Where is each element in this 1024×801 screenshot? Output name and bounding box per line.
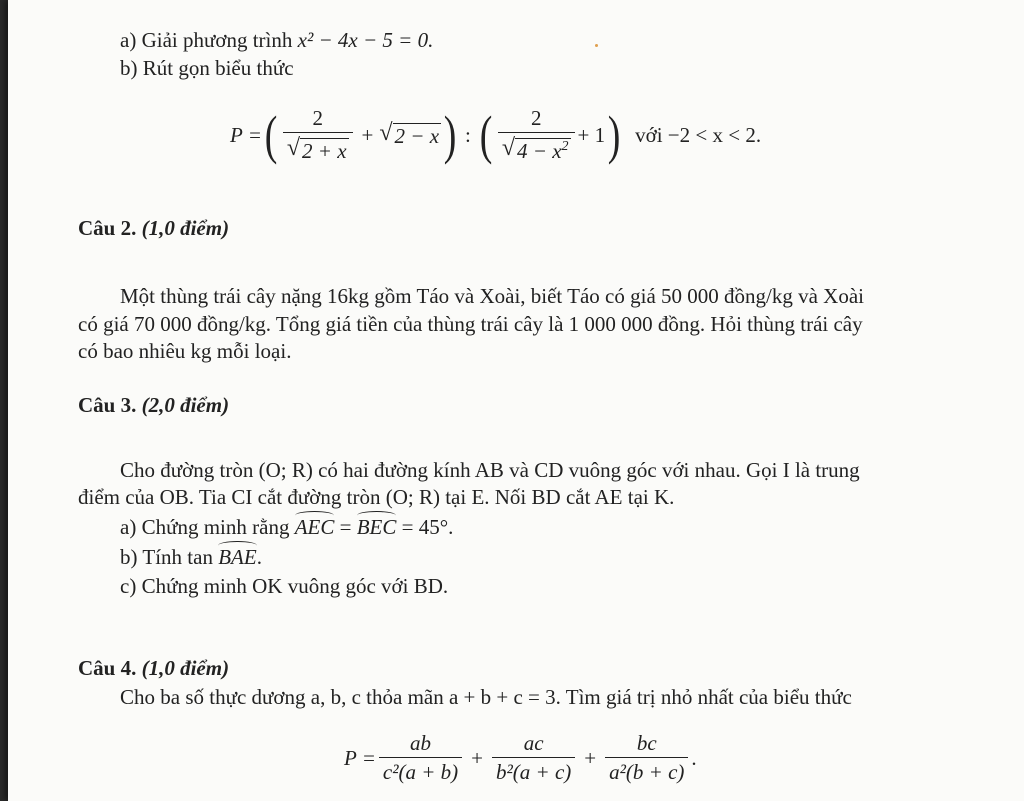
heading-points: (1,0 điểm)	[141, 216, 230, 240]
formula-lhs: P =	[230, 122, 262, 147]
fraction	[492, 732, 575, 784]
heading-cau3	[78, 393, 229, 418]
fraction	[605, 732, 688, 784]
item-text: Giải phương trình	[141, 28, 293, 52]
sqrt-term: √ 2 − x	[379, 120, 440, 149]
fraction-numerator: 2	[312, 105, 323, 130]
heading-cau4	[78, 656, 229, 681]
fraction-numerator: 2	[530, 105, 542, 130]
item-text: Chứng minh rằng	[141, 515, 290, 539]
equation: x² − 4x − 5 = 0.	[297, 28, 434, 52]
fraction	[283, 107, 353, 163]
item-text: Chứng minh OK vuông góc với BD.	[141, 574, 449, 598]
heading-title: Câu 4.	[78, 656, 137, 680]
condition: với −2 < x < 2.	[635, 122, 762, 147]
fraction-denominator: b²(a + c)	[492, 757, 575, 784]
heading-title: Câu 2.	[78, 216, 137, 240]
plus-one: + 1	[577, 122, 606, 147]
angle-notation: AEC	[294, 515, 335, 539]
cau2-text-line: có giá 70 000 đồng/kg. Tổng giá tiền của thùng trái cây là 1 000 000 đồng. Hỏi thùng trái cây	[78, 312, 863, 336]
item-text: Rút gọn biểu thức	[142, 56, 294, 80]
item-text: Tính tan	[142, 545, 213, 569]
angle-notation: BEC	[356, 515, 397, 539]
fraction-denominator: a²(b + c)	[605, 757, 688, 784]
radicand: 2 + x	[302, 138, 347, 163]
angle-notation: BAE	[218, 545, 257, 569]
division-colon: :	[465, 122, 471, 147]
problem1-b	[120, 56, 294, 81]
paper-speck	[595, 44, 598, 47]
right-paren: )	[607, 105, 621, 165]
fraction-denominator: √ $4 - x^2$	[498, 132, 575, 163]
right-paren: )	[443, 105, 457, 165]
item-label: b)	[120, 56, 138, 80]
heading-cau2	[78, 216, 229, 241]
cau3-b: b) Tính tan BAE.	[120, 545, 262, 569]
cau3-text-line: điểm của OB. Tia CI cắt đường tròn (O; R) tại E. Nối BD cắt AE tại K.	[78, 485, 675, 509]
heading-points: (2,0 điểm)	[141, 393, 230, 417]
formula-lhs: P =	[344, 745, 376, 770]
heading-points: (1,0 điểm)	[141, 656, 230, 680]
fraction-numerator: bc	[636, 730, 657, 755]
left-paren: (	[264, 105, 278, 165]
fraction-denominator: c²(a + b)	[379, 757, 462, 784]
radicand: $4 - x^2$	[517, 138, 569, 163]
cau2-text-line: Một thùng trái cây nặng 16kg gồm Táo và Xoài, biết Táo có giá 50 000 đồng/kg và Xoài	[120, 284, 864, 308]
fraction-denominator: √ 2 + x	[283, 132, 353, 163]
item-label: b)	[120, 545, 138, 569]
item-label: c)	[120, 574, 137, 598]
left-paren: (	[479, 105, 493, 165]
item-label: a)	[120, 28, 137, 52]
formula-P-simplify: P = ( 2 √ 2 + x + √ 2 − x ) : ( 2 √ $4 - x^2$ + 1 ) với −2 < x < 2.	[230, 105, 762, 165]
fraction-numerator: ac	[523, 730, 544, 755]
heading-title: Câu 3.	[78, 393, 137, 417]
item-label: a)	[120, 515, 137, 539]
cau3-a: a) Chứng minh rằng AEC = BEC = 45°.	[120, 515, 454, 539]
formula-P-min: P = $\frac{ab}{\text{c²(a + b)}}$ + $\frac{ac}{\text{b²(a + c)}}$ + $\frac{bc}{\text{a²(b + c)}}$ .	[344, 730, 697, 784]
cau4-text-line: Cho ba số thực dương a, b, c thỏa mãn a + b + c = 3. Tìm giá trị nhỏ nhất của biểu thức	[120, 685, 852, 709]
cau3-c	[120, 574, 448, 599]
cau3-text-line: Cho đường tròn (O; R) có hai đường kính AB và CD vuông góc với nhau. Gọi I là trung	[120, 458, 860, 482]
problem1-a	[120, 28, 433, 53]
radicand: 2 − x	[394, 124, 440, 149]
exam-page	[8, 0, 1024, 801]
fraction-numerator: ab	[410, 730, 432, 755]
fraction	[498, 107, 575, 163]
cau2-text-line: có bao nhiêu kg mỗi loại.	[78, 339, 292, 363]
fraction	[379, 732, 462, 784]
